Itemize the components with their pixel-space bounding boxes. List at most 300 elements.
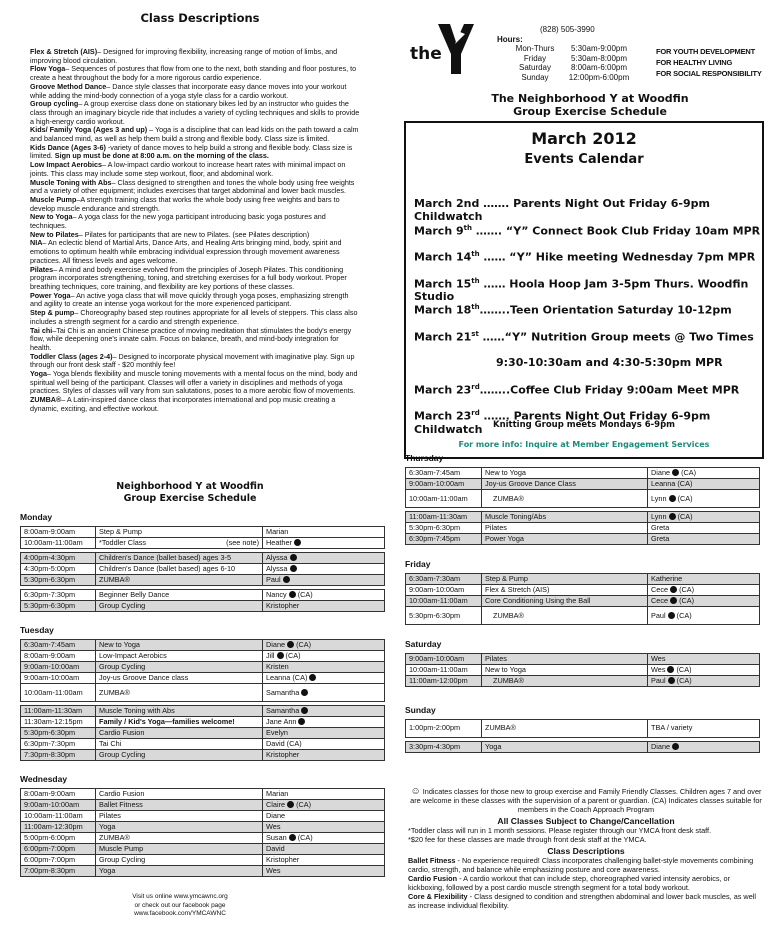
class-cell [482,676,648,687]
class-cell [96,811,263,822]
instructor-cell [263,590,385,601]
event-date: March 2nd [414,197,480,210]
time-cell: 5:30pm-6:30pm [21,728,96,739]
instructor-cell [648,676,760,687]
class-cell [482,654,648,665]
event-date: March 23 [414,409,472,423]
description-text: – A yoga class for the new yoga participant introducing basic yoga postures and techniques. [30,212,326,231]
instructor-cell [648,479,760,490]
instructor-cell [263,822,385,833]
class-name: New to Yoga [485,468,526,477]
time-cell: 6:30pm-7:45pm [406,534,482,545]
time-cell: 9:00am-10:00am [406,479,482,490]
instructor-cell [648,523,760,534]
instructor-name: David [266,844,285,853]
class-name: Pilates [99,811,121,820]
coach-approach-tag: (CA) [677,596,695,605]
class-cell [96,855,263,866]
table-row [21,717,385,728]
time-cell: 6:00pm-7:00pm [21,844,96,855]
extra-description-name: Cardio Fusion [408,874,458,883]
description-item [30,327,362,353]
description-name: Group cycling [30,99,79,109]
table-row [21,739,385,750]
coach-approach-tag: (CA) [675,512,693,521]
class-cell [482,719,648,737]
description-name: Groove Method Dance [30,81,107,91]
table-row [406,523,760,534]
description-text: – A Latin-inspired dance class that incorporates international and pop music creating a dynamic, exciting, and effective workout. [30,395,336,413]
instructor-cell [263,651,385,662]
smiley-icon [298,718,305,725]
instructor-name: Alyssa [266,553,288,562]
event-date: March 23 [414,383,472,397]
extra-description-text: - No experience required! Class incorporates challenging ballet-style movements combining cardio, strength, and balance while emphasizing posture and core awareness. [408,856,754,874]
mission-line: FOR HEALTHY LIVING [656,58,733,67]
instructor-cell [648,574,760,585]
event-details: ……..Teen Orientation Saturday 10-12pm [479,303,732,317]
day-heading: Wednesday [20,774,68,784]
class-cell [96,538,263,549]
mission-line: FOR YOUTH DEVELOPMENT [656,47,756,56]
instructor-name: Leanna (CA) [651,479,693,488]
instructor-name: Heather [266,538,292,547]
hours-list [505,44,633,82]
coach-approach-tag: (CA) [283,651,301,660]
description-text: – A group exercise class done on stationary bikes led by an instructor who guides the class through an imaginary bicycle ride that includes a variety of cycling techniques and skills to provide a high-energy cardio workout. [30,99,360,126]
time-cell: 3:30pm-4:30pm [406,741,482,752]
time-cell: 11:00am-11:30am [406,512,482,523]
change-title: All Classes Subject to Change/Cancellation [497,816,675,826]
extra-description-name: Ballet Fitness [408,856,456,865]
table-row [21,789,385,800]
time-cell: 6:30pm-7:30pm [21,590,96,601]
description-name: New to Pilates [30,229,79,239]
descriptions-title: Class Descriptions [140,11,260,25]
instructor-name: Samantha [266,706,300,715]
description-name: Power Yoga [30,290,71,300]
table-row [406,479,760,490]
instructor-cell [263,728,385,739]
table-row [21,866,385,877]
table-row [21,706,385,717]
extra-descriptions [408,856,764,910]
description-name: Kids/ Family Yoga (Ages 3 and up) [30,125,148,135]
smiley-icon [290,565,297,572]
footer-line: www.facebook.com/YMCAWNC [134,910,226,917]
table-row [406,512,760,523]
smiley-icon [289,591,296,598]
class-cell [482,574,648,585]
smiley-icon [301,689,308,696]
coach-approach-tag: (CA) [675,493,693,503]
time-cell: 6:30pm-7:30pm [21,739,96,750]
instructor-cell [648,468,760,479]
class-name: ZUMBA® [99,575,130,584]
event-item [414,303,764,330]
class-name: Yoga [485,741,502,751]
hours-label: Hours: [497,35,523,44]
footer-line: or check out our facebook page [134,901,226,909]
instructor-name: Diane [266,640,286,649]
instructor-cell [263,811,385,822]
description-name: New to Yoga [30,212,73,222]
event-date-suffix: th [471,276,480,285]
class-name: ZUMBA® [99,687,130,697]
instructor-name: Lynn [651,512,667,521]
event-details: ……“Y” Nutrition Group meets @ Two Times [478,330,754,344]
class-cell [482,741,648,752]
description-text: – Yoga blends flexibility and muscle toning movements with a mental focus on the mind, body and spiritual well being of the participant. Classes will offer a variety in disciplines and methods of yoga practices. Styles of classes will vary from sun salutations, poses to a more aerobic flow of movements. [30,369,358,396]
event-item [414,224,764,251]
instructor-name: Jill [266,651,275,660]
event-item [414,383,764,410]
day-heading: Monday [20,512,53,522]
class-name: *Toddler Class [99,538,147,547]
instructor-cell [263,601,385,612]
description-name: Kids Dance (Ages 3-6) [30,142,106,152]
events-title: Events Calendar [524,152,644,167]
instructor-name: TBA / variety [651,723,693,732]
table-row [406,574,760,585]
time-cell: 9:00am-10:00am [406,585,482,596]
smiley-icon [669,495,676,502]
smiley-icon [289,834,296,841]
description-name: Flow Yoga [30,64,66,74]
extra-description-item [408,856,764,874]
day-heading: Friday [405,559,431,569]
description-item [30,309,362,326]
instructor-name: Alyssa [266,564,288,573]
hours-row [505,63,633,73]
event-date: March 15 [414,277,472,291]
row-gap [406,687,760,691]
day-schedule-table [20,788,385,877]
instructor-name: Marian [266,527,289,536]
table-row [21,662,385,673]
event-date-suffix: th [471,250,480,258]
description-name: Pilates [30,264,54,274]
class-name: Family / Kid's Yoga—families welcome! [99,717,235,726]
class-cell [482,468,648,479]
instructor-name: Samantha [266,687,300,697]
table-row [21,833,385,844]
table-row [406,741,760,752]
table-row [21,728,385,739]
description-text: – Sequences of postures that flow from one to the next, both standing and floor postures, to create a heat throughout the body for a more rigorous cardio experience. [30,64,357,83]
table-row [21,855,385,866]
time-cell: 9:00am-10:00am [21,673,96,684]
smiley-icon: ☺ [410,786,421,797]
description-text: –A strength training class that works the whole body using free weights and bars to develop muscle endurance and strength. [30,194,340,213]
class-cell [96,564,263,575]
event-date: March 18 [414,303,472,317]
table-row [406,687,760,691]
event-details: ……. Parents Night Out Friday 6-9pm Childwatch [414,409,711,436]
description-text: – Choreography based step routines appropriate for all levels of steppers. This class also includes a strength segment for a cardio and strength experience. [30,308,358,326]
day-schedule-table [405,719,760,753]
instructor-cell [263,717,385,728]
events-list [414,197,764,436]
description-name: Toddler Class (ages 2-4) [30,351,113,361]
description-item [30,213,362,230]
extra-description-text: - Class designed to condition and strengthen abdominal and lower back muscles, as well as increase individual flexibility. [408,892,756,910]
class-cell [96,706,263,717]
smiley-icon [672,743,679,750]
toddler-note: *Toddler class will run in 1 month sessions. Please register through our YMCA front desk staff. [408,826,712,835]
class-note: (see note) [226,538,259,547]
events-calendar-box [404,121,764,459]
time-cell: 10:00am-11:00am [21,538,96,549]
description-name: Flex & Stretch (AIS) [30,47,98,56]
table-row [21,527,385,538]
time-cell: 9:00am-10:00am [406,654,482,665]
class-name: Flex & Stretch (AIS) [485,585,550,594]
coach-approach-tag: (CA) [295,590,313,599]
description-text: –Tai Chi is an ancient Chinese practice of moving meditation that stimulates the body's energy flow, while deepening one's innate calm. Focus on balance, breath, and mind-body integration for health. [30,325,352,352]
description-item [30,266,362,292]
schedule-title: Neighborhood Y at Woodfin Group Exercise Schedule [116,481,264,504]
class-name: Step & Pump [485,574,528,583]
time-cell: 8:00am-9:00am [21,651,96,662]
event-date-suffix: rd [471,382,480,391]
instructor-cell [263,866,385,877]
class-name: Muscle Pump [99,844,144,853]
class-name: Group Cycling [99,601,146,610]
class-cell [96,822,263,833]
smiley-icon [301,707,308,714]
instructor-cell [648,490,760,508]
instructor-name: Diane [651,741,671,751]
class-name: Beginner Belly Dance [99,590,170,599]
class-name: Muscle Toning with Abs [99,706,175,715]
schedule-right [405,453,763,753]
table-row [21,822,385,833]
description-name: ZUMBA® [30,395,62,405]
event-item [414,277,764,304]
description-item [30,353,362,370]
instructor-cell [648,665,760,676]
time-cell: 10:00am-11:00am [406,596,482,607]
event-date-suffix: th [471,303,480,311]
table-row [21,673,385,684]
time-cell: 11:00am-12:30pm [21,822,96,833]
description-name: Muscle Toning with Abs [30,177,112,187]
class-cell [96,750,263,761]
description-name: Muscle Pump [30,194,77,204]
class-name: Power Yoga [485,534,524,543]
smiley-icon [309,674,316,681]
class-name: ZUMBA® [493,610,524,620]
table-row [21,590,385,601]
instructor-name: Cece [651,585,669,594]
class-cell [96,673,263,684]
instructor-name: Jane Ann [266,717,297,726]
time-cell: 7:00pm-8:30pm [21,866,96,877]
instructor-cell [263,789,385,800]
class-cell [482,490,648,508]
instructor-cell [263,706,385,717]
extra-description-item [408,874,764,892]
event-date-suffix: th [463,223,472,232]
description-item [30,196,362,213]
time-cell: 5:30pm-6:30pm [21,601,96,612]
instructor-name: Wes [266,866,281,875]
hours-row [505,54,633,64]
description-name: Step & pump [30,308,75,318]
time-cell: 5:30pm-6:30pm [406,607,482,625]
hours-day: Saturday [518,63,552,73]
time-cell: 4:30pm-5:00pm [21,564,96,575]
instructor-name: David (CA) [266,739,302,748]
event-date-suffix: rd [471,409,480,417]
class-cell [96,684,263,702]
class-name: New to Yoga [99,640,140,649]
table-row [21,651,385,662]
description-item [30,292,362,309]
table-row [21,538,385,549]
instructor-name: Greta [651,534,670,543]
table-row [406,665,760,676]
table-row [406,596,760,607]
class-cell [482,607,648,625]
instructor-cell [263,553,385,564]
description-item [30,83,362,100]
table-row [21,601,385,612]
instructor-name: Kristopher [266,750,300,759]
fee-note: *$20 fee for these classes are made through front desk staff at the YMCA. [408,835,647,844]
instructor-name: Diane [266,811,286,820]
description-name: Low Impact Aerobics [30,160,103,170]
footer-line: Visit us online www.ymcawnc.org [132,893,228,900]
table-row [406,719,760,737]
class-cell [96,601,263,612]
table-row [21,800,385,811]
description-text: – A mind and body exercise evolved from the principles of Joseph Pilates. This conditioning program incorporates strengthening, toning, and stretching exercises for a full body workout. Proper breathing techniques, core training, and flexibility are key portions of these classes. [30,264,347,291]
class-cell [96,651,263,662]
instructor-name: Lynn [651,493,667,503]
table-row [21,844,385,855]
coach-approach-tag: (CA) [677,585,695,594]
event-date-suffix: st [471,329,479,338]
table-row [406,490,760,508]
class-name: Ballet Fitness [99,800,143,809]
class-name: Children's Dance (ballet based) ages 6-10 [99,564,236,573]
class-name: Pilates [485,654,507,663]
instructor-cell [263,844,385,855]
time-cell: 10:00am-11:00am [406,665,482,676]
instructor-name: Wes [651,654,666,663]
instructor-name: Paul [266,575,281,584]
description-item [30,100,362,126]
time-cell: 5:30pm-6:30pm [406,523,482,534]
hours-time: 5:30am-8:00pm [570,53,628,63]
hours-day: Sunday [521,72,549,82]
class-cell [96,833,263,844]
time-cell: 7:30pm-8:30pm [21,750,96,761]
time-cell: 5:30pm-6:30pm [21,575,96,586]
time-cell: 8:00am-9:00am [21,527,96,538]
class-name: ZUMBA® [493,676,524,685]
coach-approach-tag: (CA) [295,833,313,842]
class-cell [482,512,648,523]
coach-approach-tag: (CA) [679,468,697,477]
logo-text: the [410,44,442,64]
friendly-note: ☺ Indicates classes for those new to group exercise and Family Friendly Classes. Children ages 7 and over are welcome in these classes with the supervision of a parent or guardian. (CA) Indicates classes suitable for members in the Coach Approach Program [410,786,762,814]
class-cell [96,662,263,673]
class-cell [96,739,263,750]
time-cell: 11:00am-12:00pm [406,676,482,687]
header-title: The Neighborhood Y at Woodfin Group Exercise Schedule [491,92,689,118]
description-item [30,370,362,396]
time-cell: 8:00am-9:00am [21,789,96,800]
table-row [406,676,760,687]
class-name: Low-Impact Aerobics [99,651,167,660]
table-row [406,585,760,596]
event-date: March 9 [414,224,464,238]
description-name: Tai chi [30,325,53,335]
smiley-icon [294,539,301,546]
instructor-cell [263,640,385,651]
events-month: March 2012 [531,129,637,148]
instructor-name: Evelyn [266,728,288,737]
instructor-cell [648,512,760,523]
table-row [21,564,385,575]
day-heading: Saturday [405,639,442,649]
instructor-cell [263,538,385,549]
description-text: – A low-impact cardio workout to increase heart rates with minimal impact on joints. This class may include some step workout, floor, and abdominal work. [30,160,346,178]
class-cell [96,800,263,811]
description-text: – Pilates for participants that are new to Pilates. (see Pilates description) [78,229,310,239]
event-item [414,330,764,357]
mission-line: FOR SOCIAL RESPONSIBILITY [656,69,762,78]
time-cell: 10:00am-11:00am [21,811,96,822]
description-emphasis: Sign up must be done at 8:00 a.m. on the morning of the class. [52,151,269,161]
instructor-name: Leanna (CA) [266,673,308,682]
event-details: ……. “Y” Connect Book Club Friday 10am MPR [471,224,761,238]
class-cell [96,844,263,855]
instructor-cell [263,855,385,866]
class-cell [96,789,263,800]
instructor-cell [263,527,385,538]
instructor-name: Wes [266,822,281,831]
description-text: – Designed to incorporate physical movement with imaginative play. Sign up through our front desk staff - $20 monthly fee! [30,351,355,370]
class-cell [96,590,263,601]
class-cell [96,527,263,538]
event-item [414,250,764,277]
description-text: -variety of dance moves to help build a strong and flexible body. Class size is limited. [30,142,353,161]
footer-links [110,893,250,919]
day-heading: Sunday [405,704,436,715]
hours-row [505,44,633,54]
time-cell: 10:00am-11:00am [406,490,482,508]
class-cell [96,866,263,877]
instructor-cell [263,833,385,844]
class-name: ZUMBA® [99,833,130,842]
event-details: ……. Parents Night Out Friday 6-9pm Childwatch [414,197,710,223]
instructor-name: Diane [651,468,671,477]
instructor-cell [263,564,385,575]
description-item [30,144,362,161]
instructor-cell [263,684,385,702]
description-text: – Yoga is a discipline that can lead kids on the path toward a calm and balanced mind, as well as help them build a strong and flexible body. Class size is limited. [30,125,359,144]
instructor-cell [648,585,760,596]
time-cell: 6:00pm-7:00pm [21,855,96,866]
smiley-icon [668,612,675,619]
event-details: ……..Coffee Club Friday 9:00am Meet MPR [479,383,740,397]
event-item [414,197,764,224]
class-name: ZUMBA® [493,493,524,503]
